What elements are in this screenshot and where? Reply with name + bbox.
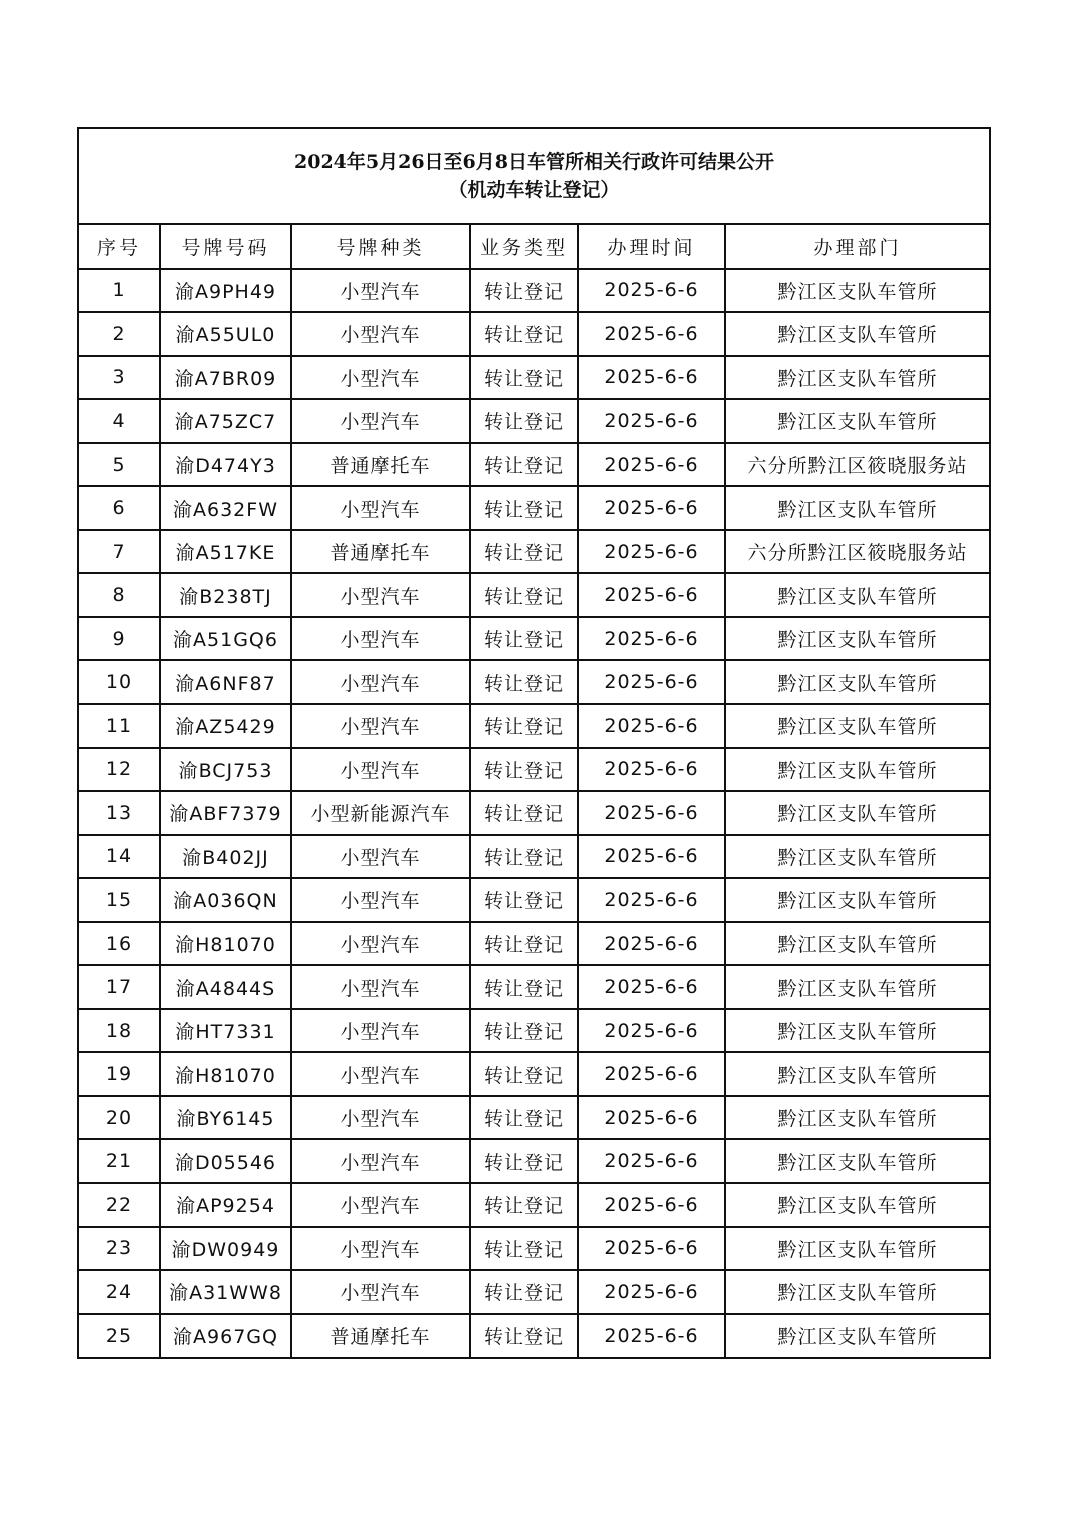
cell-plate-number: 渝A31WW8 [160, 1270, 291, 1314]
cell-plate-type: 小型汽车 [291, 878, 470, 922]
cell-business-type: 转让登记 [470, 878, 578, 922]
cell-index: 6 [79, 486, 160, 530]
cell-plate-number: 渝AZ5429 [160, 704, 291, 748]
cell-index: 16 [79, 922, 160, 966]
table-row [79, 486, 989, 530]
table-row [79, 1314, 989, 1358]
cell-plate-number: 渝HT7331 [160, 1009, 291, 1053]
cell-business-type: 转让登记 [470, 1096, 578, 1140]
cell-plate-type: 小型汽车 [291, 573, 470, 617]
cell-business-type: 转让登记 [470, 356, 578, 400]
cell-plate-type: 小型汽车 [291, 1052, 470, 1096]
cell-plate-number: 渝A517KE [160, 530, 291, 574]
cell-business-type: 转让登记 [470, 573, 578, 617]
cell-index: 2 [79, 312, 160, 356]
cell-business-type: 转让登记 [470, 530, 578, 574]
cell-department: 黔江区支队车管所 [725, 269, 989, 313]
cell-plate-number: 渝BCJ753 [160, 748, 291, 792]
table-row [79, 1139, 989, 1183]
cell-index: 22 [79, 1183, 160, 1227]
table-row [79, 530, 989, 574]
cell-plate-type: 小型汽车 [291, 1183, 470, 1227]
document-subtitle: （机动车转让登记） [448, 179, 620, 201]
cell-plate-type: 小型汽车 [291, 1009, 470, 1053]
cell-department: 黔江区支队车管所 [725, 617, 989, 661]
cell-plate-type: 小型汽车 [291, 1096, 470, 1140]
table-header-row [79, 225, 989, 269]
cell-plate-number: 渝BY6145 [160, 1096, 291, 1140]
cell-process-date: 2025-6-6 [578, 1227, 725, 1271]
cell-plate-number: 渝A6NF87 [160, 660, 291, 704]
cell-plate-number: 渝B238TJ [160, 573, 291, 617]
cell-plate-number: 渝B402JJ [160, 835, 291, 879]
cell-plate-type: 普通摩托车 [291, 530, 470, 574]
cell-business-type: 转让登记 [470, 269, 578, 313]
cell-department: 黔江区支队车管所 [725, 1096, 989, 1140]
title-block [79, 129, 989, 225]
table-row [79, 791, 989, 835]
cell-plate-type: 小型汽车 [291, 748, 470, 792]
table-row [79, 965, 989, 1009]
cell-plate-type: 小型汽车 [291, 1139, 470, 1183]
table-row [79, 1052, 989, 1096]
cell-department: 黔江区支队车管所 [725, 660, 989, 704]
cell-business-type: 转让登记 [470, 922, 578, 966]
cell-plate-number: 渝A75ZC7 [160, 399, 291, 443]
cell-index: 4 [79, 399, 160, 443]
cell-plate-type: 小型汽车 [291, 1227, 470, 1271]
cell-plate-number: 渝A55UL0 [160, 312, 291, 356]
cell-department: 黔江区支队车管所 [725, 1052, 989, 1096]
cell-plate-type: 小型汽车 [291, 486, 470, 530]
cell-index: 1 [79, 269, 160, 313]
cell-plate-type: 小型汽车 [291, 660, 470, 704]
registration-table [79, 225, 989, 1357]
cell-department: 六分所黔江区筱晓服务站 [725, 530, 989, 574]
header-business-type: 业务类型 [470, 225, 578, 269]
document-sheet [77, 127, 991, 1359]
cell-department: 黔江区支队车管所 [725, 486, 989, 530]
cell-department: 黔江区支队车管所 [725, 748, 989, 792]
cell-business-type: 转让登记 [470, 486, 578, 530]
cell-process-date: 2025-6-6 [578, 312, 725, 356]
cell-business-type: 转让登记 [470, 399, 578, 443]
table-row [79, 1009, 989, 1053]
cell-business-type: 转让登记 [470, 1270, 578, 1314]
cell-business-type: 转让登记 [470, 617, 578, 661]
table-row [79, 617, 989, 661]
cell-process-date: 2025-6-6 [578, 443, 725, 487]
cell-plate-number: 渝H81070 [160, 1052, 291, 1096]
cell-department: 黔江区支队车管所 [725, 1227, 989, 1271]
table-row [79, 660, 989, 704]
cell-business-type: 转让登记 [470, 1314, 578, 1358]
cell-process-date: 2025-6-6 [578, 1314, 725, 1358]
header-plate-type: 号牌种类 [291, 225, 470, 269]
cell-process-date: 2025-6-6 [578, 486, 725, 530]
cell-process-date: 2025-6-6 [578, 617, 725, 661]
header-index: 序号 [79, 225, 160, 269]
cell-department: 黔江区支队车管所 [725, 399, 989, 443]
cell-index: 13 [79, 791, 160, 835]
cell-plate-type: 小型汽车 [291, 1270, 470, 1314]
cell-department: 黔江区支队车管所 [725, 356, 989, 400]
cell-process-date: 2025-6-6 [578, 399, 725, 443]
cell-department: 黔江区支队车管所 [725, 878, 989, 922]
cell-plate-number: 渝AP9254 [160, 1183, 291, 1227]
cell-business-type: 转让登记 [470, 704, 578, 748]
cell-plate-number: 渝A51GQ6 [160, 617, 291, 661]
table-row [79, 1183, 989, 1227]
table-row [79, 704, 989, 748]
cell-index: 24 [79, 1270, 160, 1314]
cell-plate-number: 渝D474Y3 [160, 443, 291, 487]
header-process-date: 办理时间 [578, 225, 725, 269]
cell-index: 12 [79, 748, 160, 792]
cell-department: 黔江区支队车管所 [725, 791, 989, 835]
cell-process-date: 2025-6-6 [578, 1183, 725, 1227]
table-body [79, 269, 989, 1358]
cell-index: 3 [79, 356, 160, 400]
table-row [79, 922, 989, 966]
cell-plate-number: 渝DW0949 [160, 1227, 291, 1271]
cell-process-date: 2025-6-6 [578, 1139, 725, 1183]
cell-business-type: 转让登记 [470, 1227, 578, 1271]
cell-department: 黔江区支队车管所 [777, 1326, 938, 1349]
cell-plate-type: 小型汽车 [291, 269, 470, 313]
cell-department: 黔江区支队车管所 [725, 922, 989, 966]
cell-business-type: 转让登记 [470, 443, 578, 487]
cell-process-date: 2025-6-6 [578, 269, 725, 313]
cell-index: 5 [79, 443, 160, 487]
cell-plate-type: 普通摩托车 [291, 443, 470, 487]
table-row [79, 1096, 989, 1140]
cell-index: 8 [79, 573, 160, 617]
table-row [79, 878, 989, 922]
cell-department: 黔江区支队车管所 [725, 1139, 989, 1183]
cell-department: 黔江区支队车管所 [725, 1183, 989, 1227]
cell-index: 11 [79, 704, 160, 748]
table-row [79, 748, 989, 792]
cell-plate-number: 渝A632FW [160, 486, 291, 530]
cell-department: 黔江区支队车管所 [725, 965, 989, 1009]
table-row [79, 835, 989, 879]
cell-business-type: 转让登记 [470, 660, 578, 704]
table-row [79, 399, 989, 443]
cell-plate-number: 渝A4844S [160, 965, 291, 1009]
table-row [79, 1227, 989, 1271]
cell-process-date: 2025-6-6 [578, 1270, 725, 1314]
cell-index: 7 [79, 530, 160, 574]
cell-index: 21 [79, 1139, 160, 1183]
cell-process-date: 2025-6-6 [578, 835, 725, 879]
cell-plate-type: 小型汽车 [291, 704, 470, 748]
cell-process-date: 2025-6-6 [578, 1052, 725, 1096]
cell-business-type: 转让登记 [470, 312, 578, 356]
header-plate-number: 号牌号码 [160, 225, 291, 269]
cell-business-type: 转让登记 [470, 1009, 578, 1053]
cell-process-date: 2025-6-6 [578, 748, 725, 792]
cell-plate-number: 渝A036QN [160, 878, 291, 922]
cell-business-type: 转让登记 [470, 1183, 578, 1227]
cell-business-type: 转让登记 [470, 748, 578, 792]
cell-process-date: 2025-6-6 [578, 878, 725, 922]
cell-process-date: 2025-6-6 [578, 1009, 725, 1053]
table-row [79, 1270, 989, 1314]
table-row [79, 573, 989, 617]
cell-department: 黔江区支队车管所 [725, 1270, 989, 1314]
cell-plate-type: 小型汽车 [291, 835, 470, 879]
table-row [79, 312, 989, 356]
cell-process-date: 2025-6-6 [578, 704, 725, 748]
cell-process-date: 2025-6-6 [578, 1096, 725, 1140]
cell-plate-type: 普通摩托车 [291, 1314, 470, 1358]
cell-process-date: 2025-6-6 [578, 356, 725, 400]
cell-index: 15 [79, 878, 160, 922]
cell-process-date: 2025-6-6 [578, 922, 725, 966]
cell-business-type: 转让登记 [470, 791, 578, 835]
cell-plate-number: 渝ABF7379 [160, 791, 291, 835]
cell-plate-number: 渝A967GQ [160, 1314, 291, 1358]
cell-department: 六分所黔江区筱晓服务站 [725, 443, 989, 487]
cell-business-type: 转让登记 [470, 835, 578, 879]
cell-plate-type: 小型汽车 [291, 617, 470, 661]
cell-plate-type: 小型汽车 [291, 922, 470, 966]
cell-department: 黔江区支队车管所 [725, 573, 989, 617]
cell-business-type: 转让登记 [470, 965, 578, 1009]
cell-index: 20 [79, 1096, 160, 1140]
table-row [79, 269, 989, 313]
cell-plate-number: 渝D05546 [160, 1139, 291, 1183]
cell-index: 10 [79, 660, 160, 704]
cell-plate-number: 渝H81070 [160, 922, 291, 966]
table-row [79, 356, 989, 400]
table-row [79, 443, 989, 487]
cell-department: 黔江区支队车管所 [725, 312, 989, 356]
cell-index: 18 [79, 1009, 160, 1053]
cell-process-date: 2025-6-6 [578, 660, 725, 704]
cell-plate-type: 小型汽车 [291, 399, 470, 443]
cell-plate-number: 渝A9PH49 [160, 269, 291, 313]
cell-plate-type: 小型汽车 [291, 965, 470, 1009]
cell-business-type: 转让登记 [470, 1139, 578, 1183]
document-title: 2024年5月26日至6月8日车管所相关行政许可结果公开 [294, 151, 774, 173]
cell-department: 黔江区支队车管所 [725, 704, 989, 748]
header-department: 办理部门 [725, 225, 989, 269]
cell-process-date: 2025-6-6 [578, 965, 725, 1009]
cell-department: 黔江区支队车管所 [725, 1009, 989, 1053]
cell-process-date: 2025-6-6 [578, 530, 725, 574]
cell-index: 14 [79, 835, 160, 879]
cell-plate-type: 小型新能源汽车 [291, 791, 470, 835]
cell-business-type: 转让登记 [470, 1052, 578, 1096]
cell-process-date: 2025-6-6 [578, 573, 725, 617]
cell-index: 23 [79, 1227, 160, 1271]
cell-process-date: 2025-6-6 [578, 791, 725, 835]
cell-index: 9 [79, 617, 160, 661]
cell-plate-type: 小型汽车 [291, 312, 470, 356]
cell-index: 19 [79, 1052, 160, 1096]
cell-plate-type: 小型汽车 [291, 356, 470, 400]
cell-index: 25 [79, 1314, 160, 1358]
cell-department: 黔江区支队车管所 [725, 835, 989, 879]
cell-index: 17 [79, 965, 160, 1009]
cell-plate-number: 渝A7BR09 [160, 356, 291, 400]
